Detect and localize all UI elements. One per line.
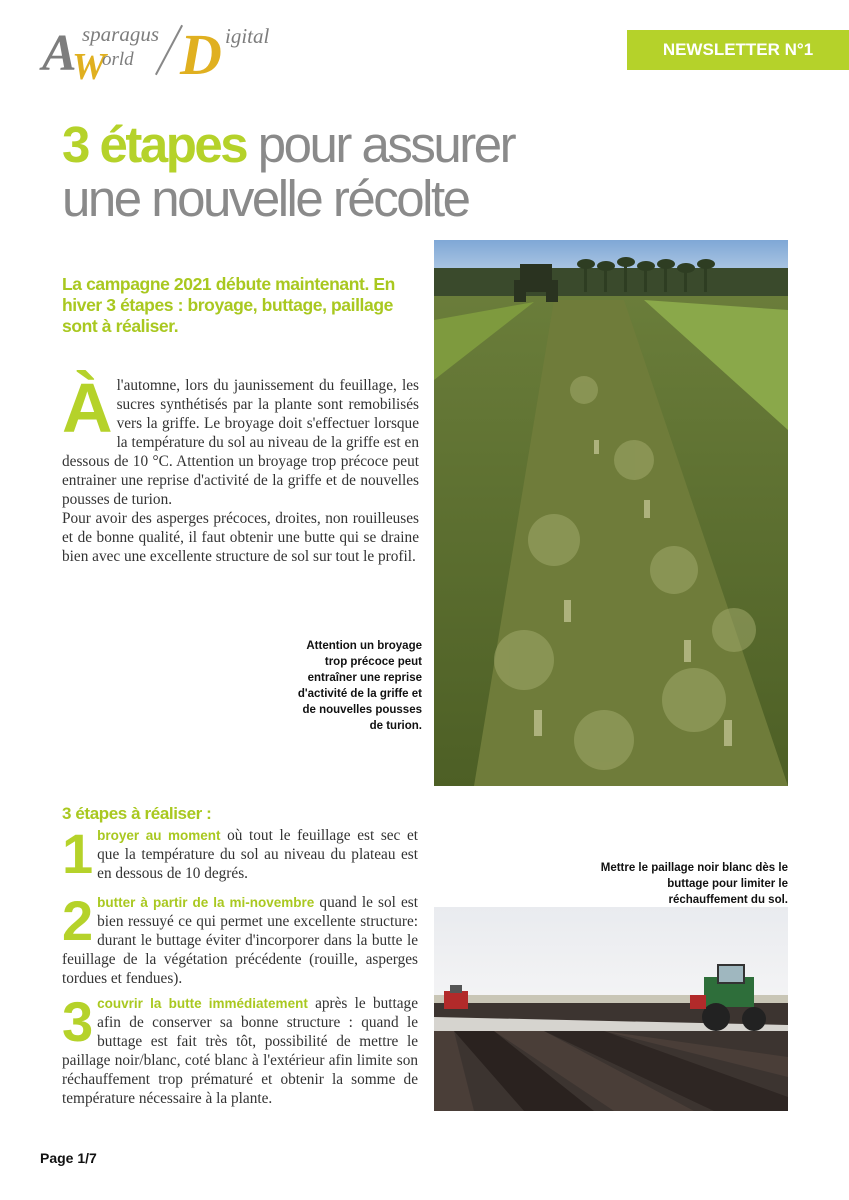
title-line-2: une nouvelle récolte (62, 170, 469, 227)
body-paragraph-1: l'automne, lors du jaunissement du feuillage, les sucres synthétisés par la plante sont remobilisés vers la griffe. Le broyage doit s'effectuer lorsque la température du sol au niveau de la griffe est en dessous de 10 °C. Attention un broyage trop précoce peut entrainer une reprise d'activité de la griffe et de nouvelles pousses de turion. (62, 377, 419, 508)
step-lead: couvrir la butte immédiatement (97, 996, 308, 1011)
photo-caption-2: Mettre le paillage noir blanc dès le buttage pour limiter le réchauffement du sol. (600, 862, 788, 906)
step-number: 3 (62, 990, 94, 1053)
asparagus-world-digital-logo (40, 20, 290, 88)
title-light-text: pour assurer (246, 116, 515, 173)
title-highlight: 3 étapes (62, 116, 247, 173)
page-title (62, 118, 682, 226)
logo-letter-d: D (180, 22, 222, 87)
page-number: Page 1/7 (40, 1150, 97, 1166)
step-lead: butter à partir de la mi-novembre (97, 895, 315, 910)
logo-text-sparagus: sparagus (82, 22, 160, 46)
step-lead: broyer au moment (97, 828, 221, 843)
photo-caption-1: Attention un broyage trop précoce peut entraîner une reprise d'activité de la griffe et de nouvelles pousses de turion. (297, 640, 422, 732)
body-text (62, 369, 419, 566)
logo-letter-w: W (72, 46, 106, 88)
step-text: quand le sol est bien ressuyé ce qui permet une excellente structure: durant le buttage éviter d'incorporer dans la butte le feuillage de la végétation précédente (rouille, asperges tordues et fendues). (62, 894, 418, 987)
step-3 (62, 990, 418, 1108)
steps-heading: 3 étapes à réaliser : (62, 804, 212, 823)
lead-paragraph: La campagne 2021 débute maintenant. En hiver 3 étapes : broyage, buttage, paillage sont à réaliser. (62, 274, 395, 336)
logo-text-orld: orld (102, 49, 134, 70)
drop-cap: À (62, 369, 113, 447)
step-1 (62, 822, 418, 885)
step-text: après le buttage afin de conserver sa bonne structure : quand le buttage est fait très tôt, possibilité de mettre le paillage noir/blanc, coté blanc à l'extérieur afin limite son réchauffement trop prématuré et obtenir la somme de température nécessaire à la plante. (62, 995, 418, 1107)
step-number: 1 (62, 822, 94, 885)
logo-slash (155, 25, 183, 75)
step-text: où tout le feuillage est sec et que la température du sol au niveau du plateau est en dessous de 10 degrés. (97, 827, 418, 882)
logo-text-igital: igital (225, 24, 270, 48)
newsletter-badge: NEWSLETTER N°1 (627, 30, 849, 70)
step-number: 2 (62, 889, 94, 952)
title-line-1 (62, 118, 682, 172)
body-paragraph-2: Pour avoir des asperges précoces, droites, non rouilleuses et de bonne qualité, il faut obtenir une butte qui se draine bien avec une excellente structure de sol sur tout le profil. (62, 510, 419, 565)
logo-letter-a: A (42, 25, 77, 82)
photo-mulching-tractors (434, 907, 788, 1111)
step-2 (62, 889, 418, 988)
photo-field-shredding (434, 240, 788, 786)
